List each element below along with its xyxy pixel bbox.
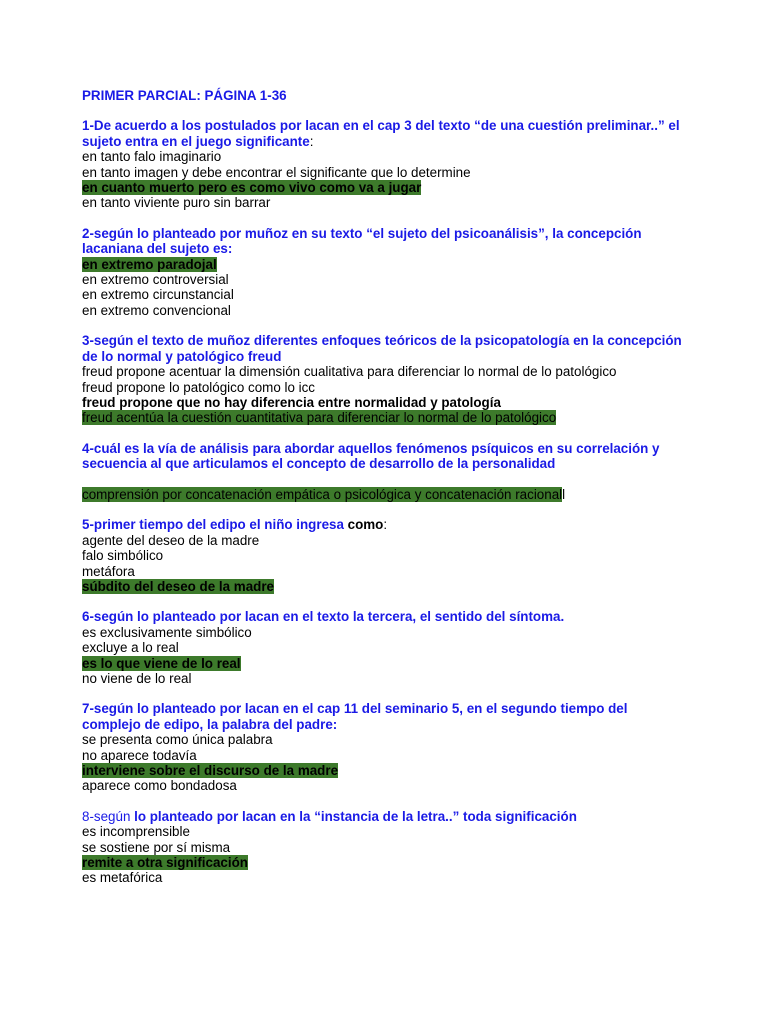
option: en tanto imagen y debe encontrar el significante que lo determine (82, 164, 471, 180)
question-4 (82, 441, 682, 503)
question-1-colon: : (309, 133, 314, 149)
document-content (82, 88, 682, 901)
question-1-text (82, 118, 682, 149)
question-5-bold-word: como (343, 517, 384, 533)
option: no viene de lo real (82, 670, 192, 686)
question-6-title: 6-según lo planteado por lacan en el texto la tercera, el sentido del síntoma. (82, 609, 565, 625)
question-4-title: 4-cuál es la vía de análisis para abordar aquellos fenómenos psíquicos en su correlación y secuencia al que articulamos el concepto de desarrollo de la personalidad (82, 440, 660, 472)
question-8 (82, 809, 682, 886)
option: es exclusivamente simbólico (82, 624, 252, 640)
answer-tail: l (562, 486, 566, 502)
option-highlighted-answer: comprensión por concatenación empática o psicológica y concatenación racional (82, 486, 563, 502)
option: aparece como bondadosa (82, 778, 237, 794)
option: excluye a lo real (82, 640, 179, 656)
option: en tanto falo imaginario (82, 149, 222, 165)
option-bold: freud propone que no hay diferencia entre normalidad y patología (82, 394, 501, 410)
option: en extremo controversial (82, 272, 229, 288)
option: agente del deseo de la madre (82, 532, 260, 548)
option: en extremo convencional (82, 302, 231, 318)
question-3-title: 3-según el texto de muñoz diferentes enfoques teóricos de la psicopatología en la concepción de lo normal y patológico freud (82, 333, 682, 364)
option: es metafórica (82, 870, 163, 886)
option: no aparece todavía (82, 747, 197, 763)
option: se sostiene por sí misma (82, 839, 231, 855)
option-highlighted-answer: interviene sobre el discurso de la madre (82, 763, 339, 779)
option: en tanto viviente puro sin barrar (82, 195, 271, 211)
option: freud propone lo patológico como lo icc (82, 379, 315, 395)
option: se presenta como única palabra (82, 732, 273, 748)
option-highlighted-answer: súbdito del deseo de la madre (82, 578, 274, 594)
question-5-colon: : (383, 517, 388, 533)
question-8-text (82, 809, 682, 824)
question-3 (82, 333, 682, 425)
question-7-title: 7-según lo planteado por lacan en el cap 11 del seminario 5, en el segundo tiempo del complejo de edipo, la palabra del padre: (82, 701, 628, 732)
question-2-title: 2-según lo planteado por muñoz en su texto “el sujeto del psicoanálisis”, la concepción lacaniana del sujeto es: (82, 225, 642, 257)
option-highlighted-answer: remite a otra significación (82, 855, 248, 871)
option-highlighted-answer: es lo que viene de lo real (82, 655, 241, 671)
question-6 (82, 609, 682, 686)
question-5 (82, 517, 682, 594)
option: freud propone acentuar la dimensión cualitativa para diferenciar lo normal de lo patológico (82, 364, 617, 380)
question-8-title: lo planteado por lacan en la “instancia de la letra..” toda significación (130, 808, 577, 824)
page-title: PRIMER PARCIAL: PÁGINA 1-36 (82, 88, 287, 103)
option: falo simbólico (82, 548, 164, 564)
option: metáfora (82, 563, 135, 579)
question-8-prefix: 8-según (82, 808, 131, 824)
question-5-text (82, 517, 682, 532)
option-highlighted-answer: freud acentúa la cuestión cuantitativa para diferenciar lo normal de lo patológico (82, 410, 557, 426)
question-1 (82, 118, 682, 210)
option-highlighted-answer: en extremo paradojal (82, 256, 217, 272)
option: en extremo circunstancial (82, 287, 234, 303)
question-7 (82, 701, 682, 793)
question-1-title: 1-De acuerdo a los postulados por lacan en el cap 3 del texto “de una cuestión preliminar..” el sujeto entra en el juego significante (82, 118, 680, 149)
option-highlighted-answer: en cuanto muerto pero es como vivo como va a jugar (82, 180, 422, 196)
option: es incomprensible (82, 824, 190, 840)
question-2 (82, 226, 682, 318)
question-5-title: 5-primer tiempo del edipo el niño ingresa (82, 517, 344, 533)
